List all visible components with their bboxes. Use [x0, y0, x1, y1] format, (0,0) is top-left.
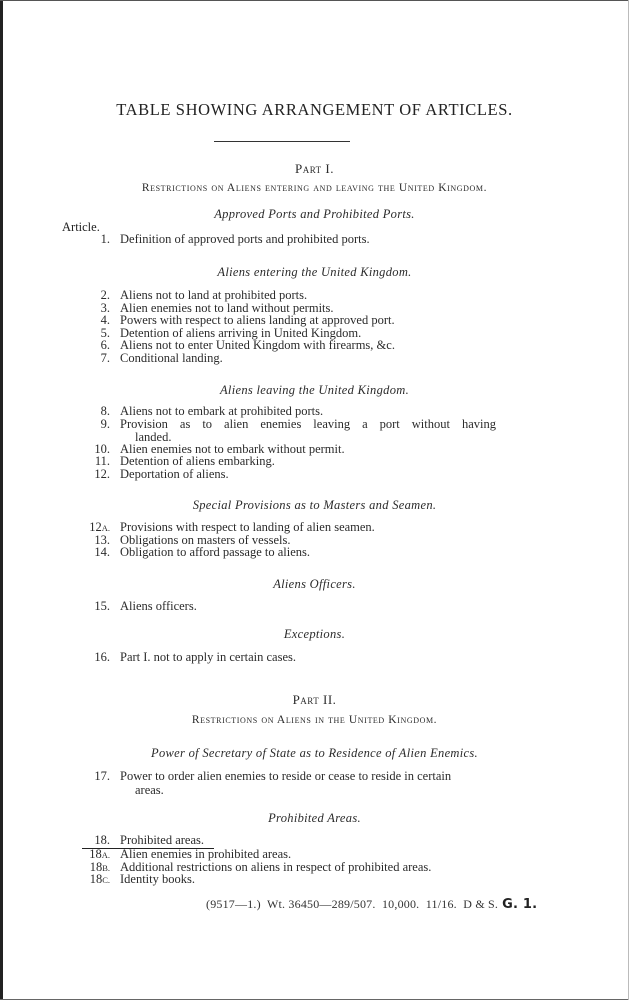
article-number: [70, 873, 110, 886]
article-number-suffix: A.: [101, 523, 110, 533]
article-title: Aliens not to enter United Kingdom with firearms, &c.: [120, 338, 395, 352]
article-number: 14.: [94, 545, 110, 559]
article-title: Obligation to afford passage to aliens.: [120, 545, 311, 559]
article-title: Aliens officers.: [120, 599, 197, 613]
article-number: 9.: [100, 416, 110, 431]
article-title: Provisions with respect to landing of alien seamen.: [120, 520, 375, 534]
article-number: 4.: [100, 313, 110, 327]
print-info: (9517—1.) Wt. 36450—289/507. 10,000. 11/16. D & S.: [206, 897, 499, 911]
article-number: 16.: [94, 650, 110, 664]
article-number: 6.: [100, 338, 110, 352]
article-number-base: 18: [89, 847, 102, 861]
printer-imprint: [206, 897, 537, 912]
part-2-subtitle: Restrictions on Aliens in the United Kingdom.: [191, 714, 438, 726]
article-title: Alien enemies in prohibited areas.: [120, 847, 292, 861]
article-title: Aliens not to embark at prohibited ports.: [120, 404, 324, 418]
article-title: Obligations on masters of vessels.: [120, 532, 291, 547]
article-title: Powers with respect to aliens landing at approved port.: [120, 313, 395, 327]
article-title: Detention of aliens embarking.: [120, 454, 275, 468]
article-number-suffix: A.: [101, 850, 110, 860]
article-number: 17.: [94, 769, 110, 783]
section-heading: Power of Secretary of State as to Residence of Alien Enemics.: [151, 746, 478, 760]
article-number: 3.: [100, 300, 110, 315]
article-number-base: 18: [89, 872, 103, 886]
article-title-continuation: areas.: [135, 783, 164, 797]
section-heading: Aliens entering the United Kingdom.: [217, 265, 412, 279]
section-heading: Special Provisions as to Masters and Seamen.: [192, 498, 437, 512]
article-number: 7.: [100, 350, 110, 365]
article-number: 15.: [94, 599, 110, 613]
article-number-suffix: C.: [102, 875, 110, 885]
section-heading: Approved Ports and Prohibited Ports.: [214, 207, 415, 221]
article-number-base: 18: [89, 859, 103, 874]
article-title: Part I. not to apply in certain cases.: [120, 650, 296, 664]
article-number: 2.: [100, 288, 110, 302]
form-code: G. 1.: [502, 897, 538, 912]
article-title: Definition of approved ports and prohibited ports.: [120, 232, 370, 246]
section-heading: Prohibited Areas.: [268, 811, 361, 825]
page-title: TABLE SHOWING ARRANGEMENT OF ARTICLES.: [116, 100, 513, 119]
article-number: 11.: [94, 454, 110, 468]
article-number: 5.: [100, 325, 110, 340]
article-title: Aliens not to land at prohibited ports.: [120, 288, 308, 302]
article-title: Additional restrictions on aliens in respect of prohibited areas.: [120, 859, 432, 874]
section-heading: Exceptions.: [283, 627, 346, 641]
article-title: Alien enemies not to embark without permit.: [120, 441, 345, 456]
part-1-label: Part I.: [294, 161, 335, 176]
article-number-suffix: B.: [102, 862, 110, 873]
article-title: Provision as to alien enemies leaving a port without having: [120, 416, 496, 431]
article-number: 1.: [100, 232, 110, 246]
article-column-label: Article.: [62, 220, 100, 234]
part-2-label: Part II.: [292, 692, 337, 707]
article-title: Identity books.: [120, 872, 195, 886]
scan-edge-top: [0, 0, 629, 1]
article-number: 12.: [94, 466, 110, 481]
part-1-subtitle: Restrictions on Aliens entering and leaving the United Kingdom.: [141, 182, 488, 194]
title-divider: [214, 141, 350, 142]
article-number-base: 12: [89, 520, 102, 534]
article-number: 18.: [94, 833, 110, 847]
section-heading: Aliens Officers.: [273, 577, 356, 591]
article-title: Conditional landing.: [120, 350, 223, 365]
article-title: Alien enemies not to land without permits.: [120, 300, 334, 315]
section-heading: Aliens leaving the United Kingdom.: [220, 383, 409, 397]
article-number: 13.: [94, 532, 110, 547]
article-title: Power to order alien enemies to reside or cease to reside in certain: [120, 769, 452, 783]
article-number: 8.: [100, 404, 110, 418]
article-title: Detention of aliens arriving in United Kingdom.: [120, 325, 362, 340]
article-title-continuation: landed.: [135, 430, 172, 444]
article-number: 10.: [94, 441, 110, 456]
article-title: Deportation of aliens.: [120, 466, 229, 481]
article-title: Prohibited areas.: [120, 833, 205, 847]
